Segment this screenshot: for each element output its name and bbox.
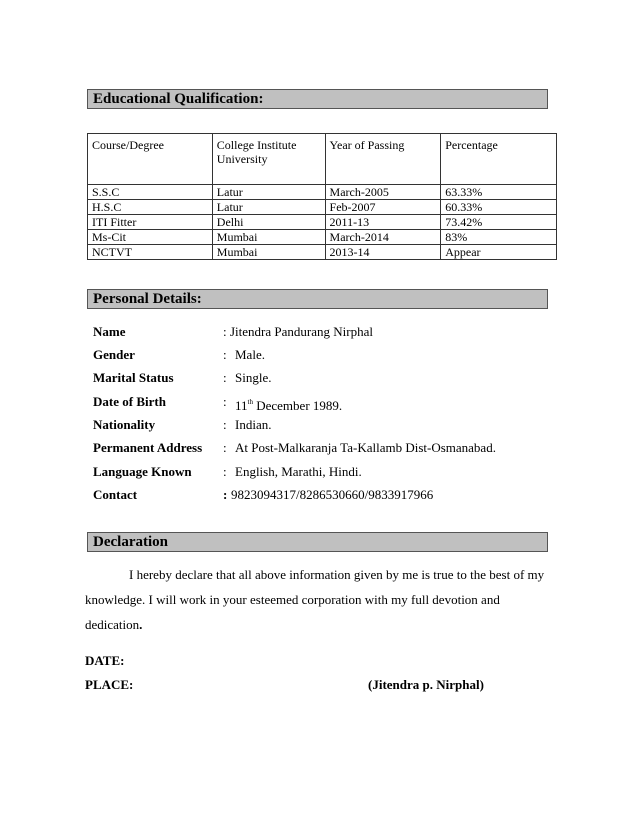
field-label: Gender [93, 347, 135, 362]
dob-ordinal: th [247, 398, 253, 406]
table-row [88, 230, 557, 245]
field-label: Permanent Address [93, 440, 203, 455]
field-value: At Post-Malkaranja Ta-Kallamb Dist-Osmanabad. [235, 440, 496, 455]
field-value: 9823094317/8286530660/9833917966 [231, 487, 434, 502]
table-cell: Mumbai [212, 245, 325, 260]
field-colon: : [223, 347, 227, 362]
declaration-text: I hereby declare that all above information given by me is true to the best of my knowledge. I will work in your esteemed corporation with my full devotion and dedication [85, 567, 545, 632]
table-cell: 63.33% [441, 185, 557, 200]
table-row [88, 200, 557, 215]
field-colon: : [223, 370, 227, 385]
table-cell: March-2005 [325, 185, 441, 200]
field-colon: : [223, 394, 227, 409]
field-value: Single. [235, 370, 272, 385]
table-row [88, 185, 557, 200]
field-label: Name [93, 324, 126, 339]
table-row [88, 245, 557, 260]
declaration-section-title: Declaration [87, 532, 548, 552]
education-section-title: Educational Qualification: [87, 89, 548, 109]
field-label: Marital Status [93, 370, 174, 385]
personal-section-title: Personal Details: [87, 289, 548, 309]
education-table [87, 133, 557, 260]
field-label: Date of Birth [93, 394, 166, 409]
table-cell: 2013-14 [325, 245, 441, 260]
field-label: Contact [93, 487, 138, 502]
field-colon: : [223, 464, 227, 479]
field-value: Indian. [235, 417, 272, 432]
table-cell: S.S.C [88, 185, 213, 200]
table-cell: 83% [441, 230, 557, 245]
table-cell: ITI Fitter [88, 215, 213, 230]
field-colon: : [223, 487, 228, 502]
date-label: DATE: [85, 653, 125, 668]
declaration-period: . [139, 617, 143, 632]
table-header-row [88, 134, 557, 185]
field-value: English, Marathi, Hindi. [235, 464, 362, 479]
table-cell: Delhi [212, 215, 325, 230]
table-cell: Latur [212, 185, 325, 200]
table-header-cell: College Institute University [212, 134, 325, 185]
table-cell: Appear [441, 245, 557, 260]
field-value [235, 393, 342, 415]
table-cell: Mumbai [212, 230, 325, 245]
field-colon: : [223, 324, 227, 339]
declaration-paragraph [85, 562, 545, 637]
table-cell: NCTVT [88, 245, 213, 260]
table-header-cell: Year of Passing [325, 134, 441, 185]
field-value: Male. [235, 347, 265, 362]
table-cell: Ms-Cit [88, 230, 213, 245]
table-header-cell: Percentage [441, 134, 557, 185]
table-header-cell: Course/Degree [88, 134, 213, 185]
table-cell: 2011-13 [325, 215, 441, 230]
field-colon: : [223, 417, 227, 432]
dob-day: 11 [235, 398, 248, 413]
dob-rest: December 1989. [252, 398, 343, 413]
table-cell: Latur [212, 200, 325, 215]
table-cell: Feb-2007 [325, 200, 441, 215]
place-label: PLACE: [85, 677, 134, 692]
signature-name: (Jitendra p. Nirphal) [368, 677, 484, 692]
table-row [88, 215, 557, 230]
field-label: Nationality [93, 417, 156, 432]
field-label: Language Known [93, 464, 192, 479]
field-colon: : [223, 440, 227, 455]
table-cell: 60.33% [441, 200, 557, 215]
field-value: Jitendra Pandurang Nirphal [230, 324, 373, 339]
table-cell: March-2014 [325, 230, 441, 245]
table-cell: 73.42% [441, 215, 557, 230]
table-cell: H.S.C [88, 200, 213, 215]
